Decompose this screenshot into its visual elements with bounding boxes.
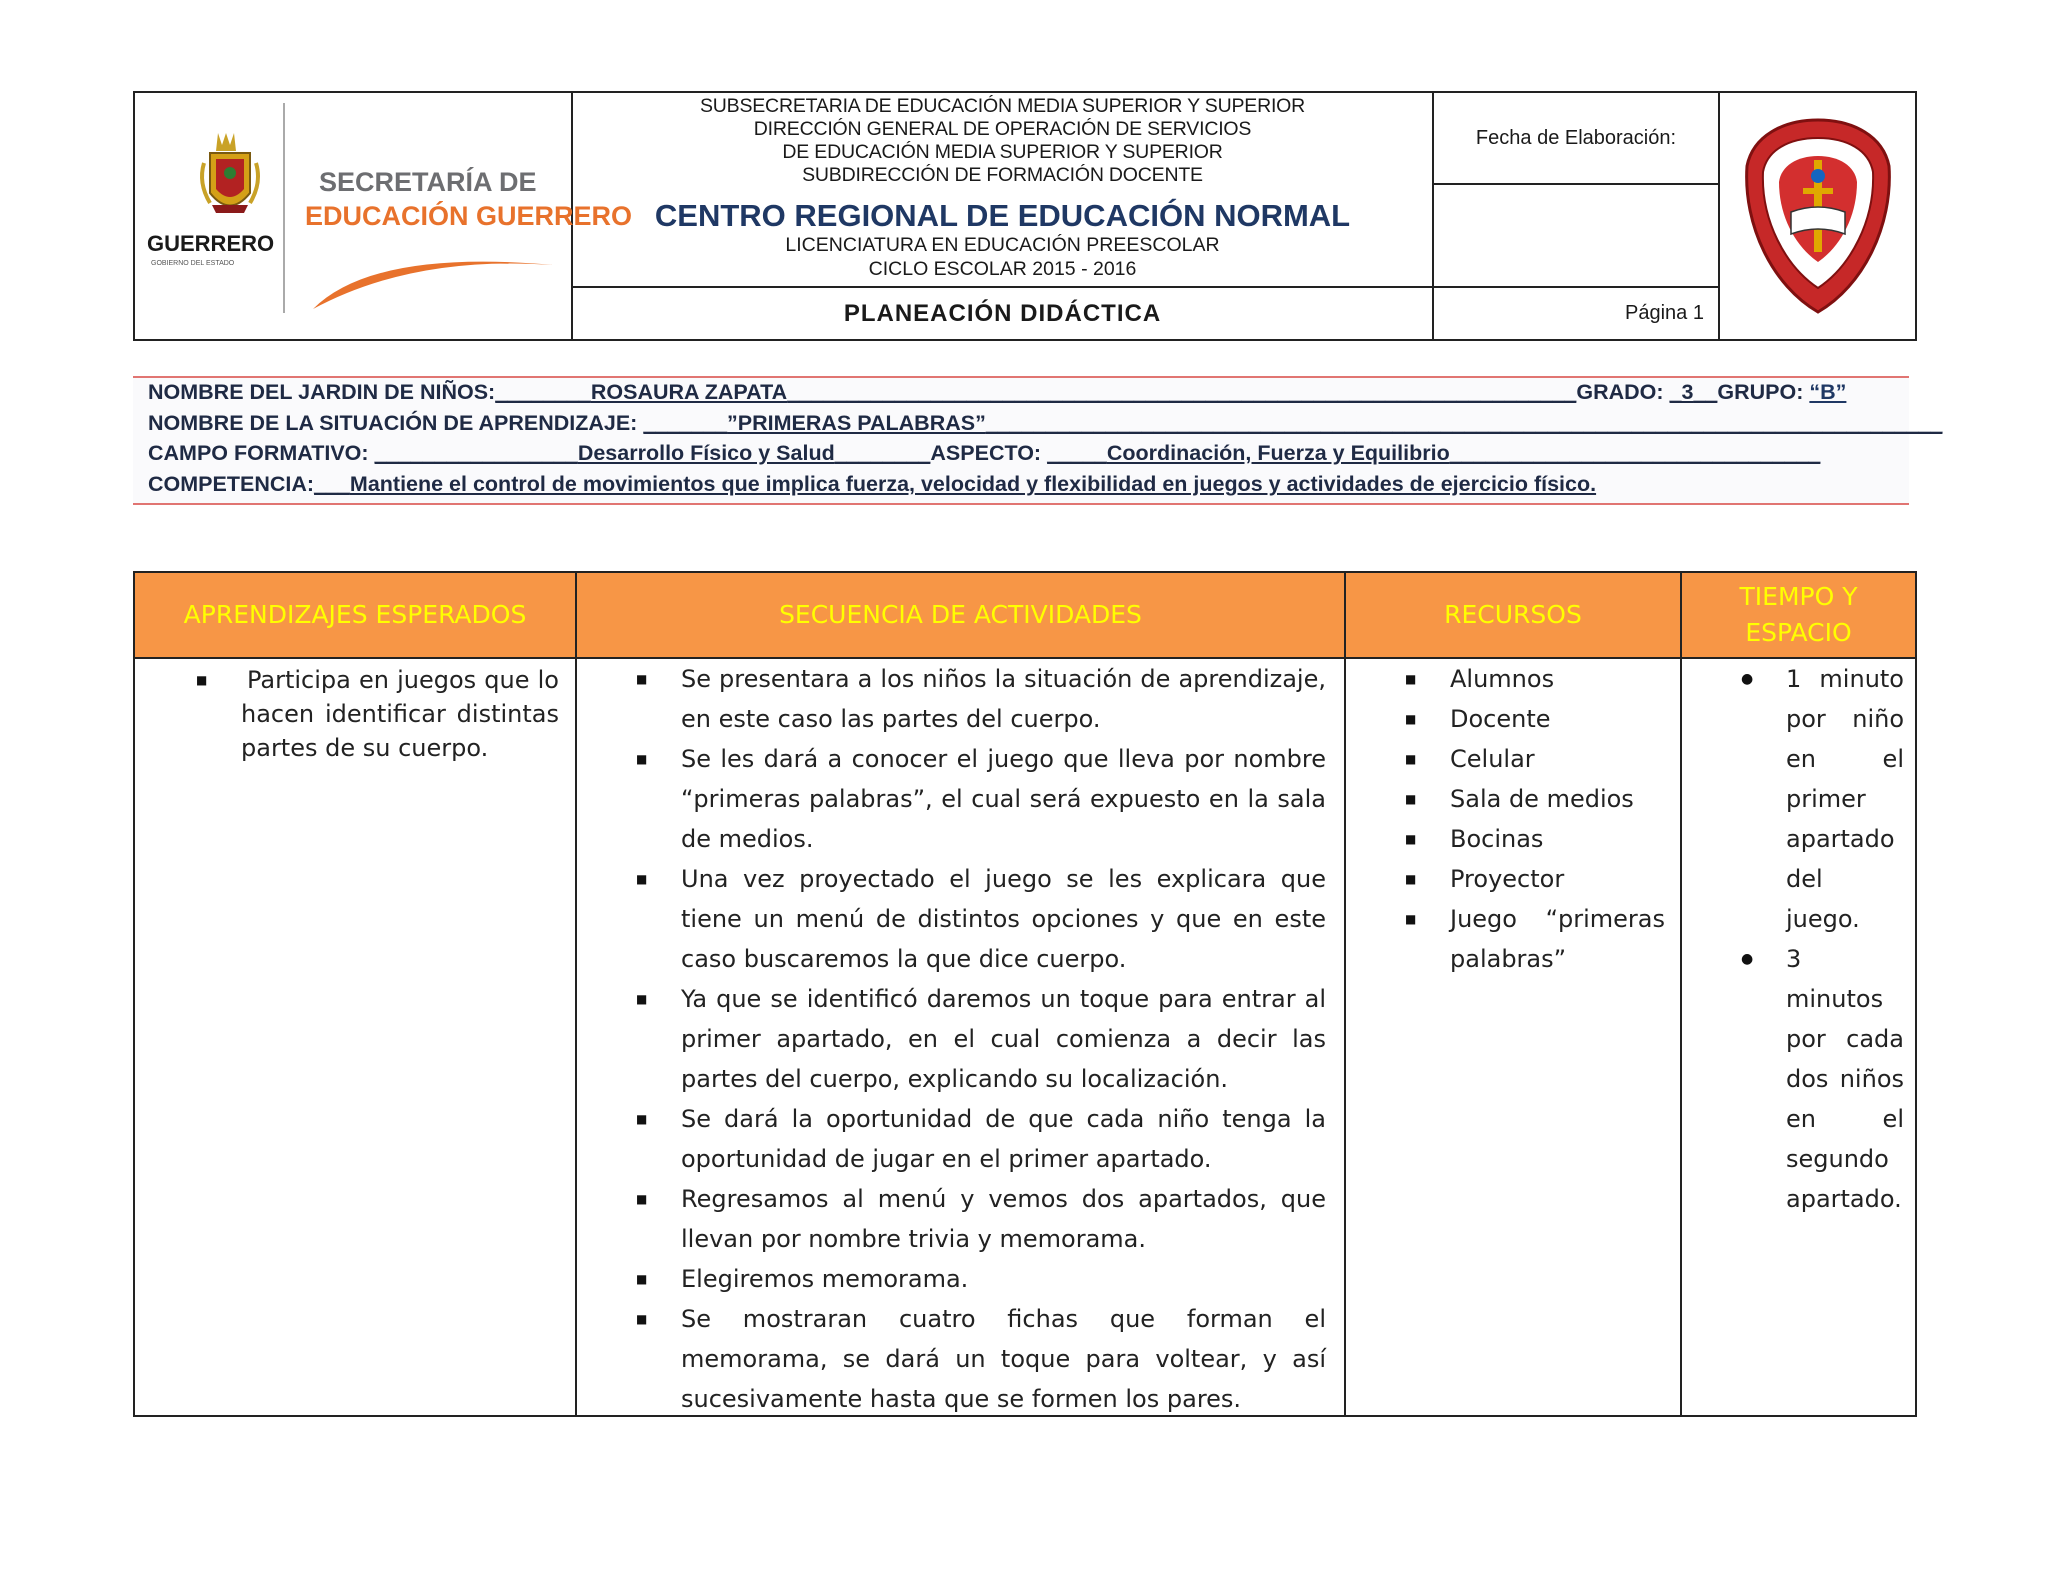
situacion-value: ”PRIMERAS PALABRAS” bbox=[727, 411, 986, 435]
header-actividades: SECUENCIA DE ACTIVIDADES bbox=[577, 573, 1344, 657]
list-item: ■ Docente bbox=[1450, 699, 1665, 739]
list-item: ■ Participa en juegos que lo hacen identificar distintas partes de su cuerpo. bbox=[241, 663, 559, 765]
planeacion-title: PLANEACIÓN DIDÁCTICA bbox=[843, 299, 1162, 327]
situacion-label: NOMBRE DE LA SITUACIÓN DE APRENDIZAJE: bbox=[148, 411, 638, 435]
competencia-value: Mantiene el control de movimientos que implica fuerza, velocidad y flexibilidad en juegos y actividades de ejercicio físico. bbox=[349, 472, 1597, 496]
list-item: ■ Juego “primeras palabras” bbox=[1450, 899, 1665, 979]
header-tiempo: TIEMPO Y ESPACIO bbox=[1682, 573, 1915, 657]
sub-line: DE EDUCACIÓN MEDIA SUPERIOR Y SUPERIOR bbox=[782, 141, 1223, 163]
institution-block bbox=[573, 93, 1432, 286]
document-header bbox=[133, 91, 1917, 341]
competencia-row: COMPETENCIA:___Mantiene el control de movimientos que implica fuerza, velocidad y flexibilidad en juegos y actividades de ejercicio físico. bbox=[148, 472, 1597, 496]
list-item: ■ Elegiremos memorama. bbox=[681, 1259, 1326, 1299]
jardin-value: ROSAURA ZAPATA bbox=[590, 380, 788, 404]
guerrero-coat-of-arms-icon bbox=[135, 93, 633, 339]
campo-row: CAMPO FORMATIVO: _________________Desarrollo Físico y Salud________ASPECTO: _____Coordinación, Fuerza y Equilibrio_______________________________ bbox=[148, 441, 1821, 465]
list-item: ■ Se dará la oportunidad de que cada niño tenga la oportunidad de jugar en el primer apartado. bbox=[681, 1099, 1326, 1179]
aspecto-value: Coordinación, Fuerza y Equilibrio bbox=[1106, 441, 1450, 465]
secretaria-line2: EDUCACIÓN GUERRERO bbox=[305, 201, 633, 231]
planning-info bbox=[133, 374, 1943, 506]
grupo-value: “B” bbox=[1809, 380, 1847, 404]
header-aprendizajes: APRENDIZAJES ESPERADOS bbox=[135, 573, 575, 657]
jardin-label: NOMBRE DEL JARDIN DE NIÑOS: bbox=[148, 380, 496, 404]
campo-value: Desarrollo Físico y Salud bbox=[577, 441, 835, 465]
list-item: ● 3 minutos por cada dos niños en el segundo apartado. bbox=[1786, 939, 1904, 1219]
grupo-label: GRUPO: bbox=[1717, 380, 1804, 404]
grado-value: 3 bbox=[1681, 380, 1694, 404]
actividades-column bbox=[681, 659, 1326, 1419]
recursos-column bbox=[1450, 659, 1665, 979]
table-divider bbox=[1344, 573, 1346, 1415]
competencia-label: COMPETENCIA: bbox=[148, 472, 315, 496]
fecha-value bbox=[1434, 185, 1718, 286]
secretaria-line1: SECRETARÍA DE bbox=[319, 167, 537, 197]
list-item: ■ Se mostraran cuatro fichas que forman el memorama, se dará un toque para voltear, y así sucesivamente hasta que se formen los pares. bbox=[681, 1299, 1326, 1419]
tiempo-column bbox=[1786, 659, 1904, 1219]
ciclo-escolar: CICLO ESCOLAR 2015 - 2016 bbox=[868, 258, 1137, 280]
institution-title: CENTRO REGIONAL DE EDUCACIÓN NORMAL bbox=[654, 198, 1351, 233]
list-item: ■ Regresamos al menú y vemos dos apartados, que llevan por nombre trivia y memorama. bbox=[681, 1179, 1326, 1259]
state-name: GUERRERO bbox=[147, 231, 275, 256]
list-item: ■ Bocinas bbox=[1450, 819, 1665, 859]
list-item: ■ Ya que se identificó daremos un toque para entrar al primer apartado, en el cual comienza a decir las partes del cuerpo, explicando su localización. bbox=[681, 979, 1326, 1099]
sub-line: SUBDIRECCIÓN DE FORMACIÓN DOCENTE bbox=[802, 164, 1203, 186]
aspecto-label: ASPECTO: bbox=[930, 441, 1042, 465]
info-bottom-rule bbox=[133, 503, 1909, 505]
info-top-rule bbox=[133, 376, 1909, 378]
cren-seal bbox=[1720, 93, 1915, 339]
jardin-row: NOMBRE DEL JARDIN DE NIÑOS:________ROSAURA ZAPATA__________________________________________________________________GRADO: _3__GRUPO: “B” bbox=[148, 380, 1847, 404]
grado-label: GRADO: bbox=[1576, 380, 1664, 404]
list-item: ■ Se presentara a los niños la situación de aprendizaje, en este caso las partes del cuerpo. bbox=[681, 659, 1326, 739]
table-divider bbox=[1680, 573, 1682, 1415]
page-number: Página 1 bbox=[1625, 302, 1704, 324]
list-item: ■ Una vez proyectado el juego se les explicara que tiene un menú de distintos opciones y que en este caso buscaremos la que dice cuerpo. bbox=[681, 859, 1326, 979]
campo-label: CAMPO FORMATIVO: bbox=[148, 441, 369, 465]
list-item: ■ Alumnos bbox=[1450, 659, 1665, 699]
swoosh-icon bbox=[313, 262, 553, 309]
sub-line: SUBSECRETARIA DE EDUCACIÓN MEDIA SUPERIOR Y SUPERIOR bbox=[699, 95, 1306, 117]
list-item: ■ Proyector bbox=[1450, 859, 1665, 899]
fecha-label: Fecha de Elaboración: bbox=[1475, 126, 1677, 149]
list-item: ■ Se les dará a conocer el juego que lleva por nombre “primeras palabras”, el cual será expuesto en la sala de medios. bbox=[681, 739, 1326, 859]
secretaria-logo bbox=[135, 93, 633, 339]
situacion-row: NOMBRE DE LA SITUACIÓN DE APRENDIZAJE: _______”PRIMERAS PALABRAS”________________________________________________________________________________ bbox=[148, 411, 1943, 435]
cren-seal-icon bbox=[1743, 116, 1893, 316]
list-item: ■ Sala de medios bbox=[1450, 779, 1665, 819]
list-item: ● 1 minuto por niño en el primer apartado del juego. bbox=[1786, 659, 1904, 939]
sub-line: DIRECCIÓN GENERAL DE OPERACIÓN DE SERVICIOS bbox=[753, 118, 1252, 140]
state-sub: GOBIERNO DEL ESTADO bbox=[151, 260, 235, 267]
aprendizajes-column bbox=[241, 659, 559, 765]
table-divider bbox=[575, 573, 577, 1415]
planning-table bbox=[133, 571, 1917, 1417]
licenciatura: LICENCIATURA EN EDUCACIÓN PREESCOLAR bbox=[785, 234, 1220, 256]
list-item: ■ Celular bbox=[1450, 739, 1665, 779]
planeacion-cell bbox=[573, 288, 1432, 339]
header-recursos: RECURSOS bbox=[1346, 573, 1680, 657]
